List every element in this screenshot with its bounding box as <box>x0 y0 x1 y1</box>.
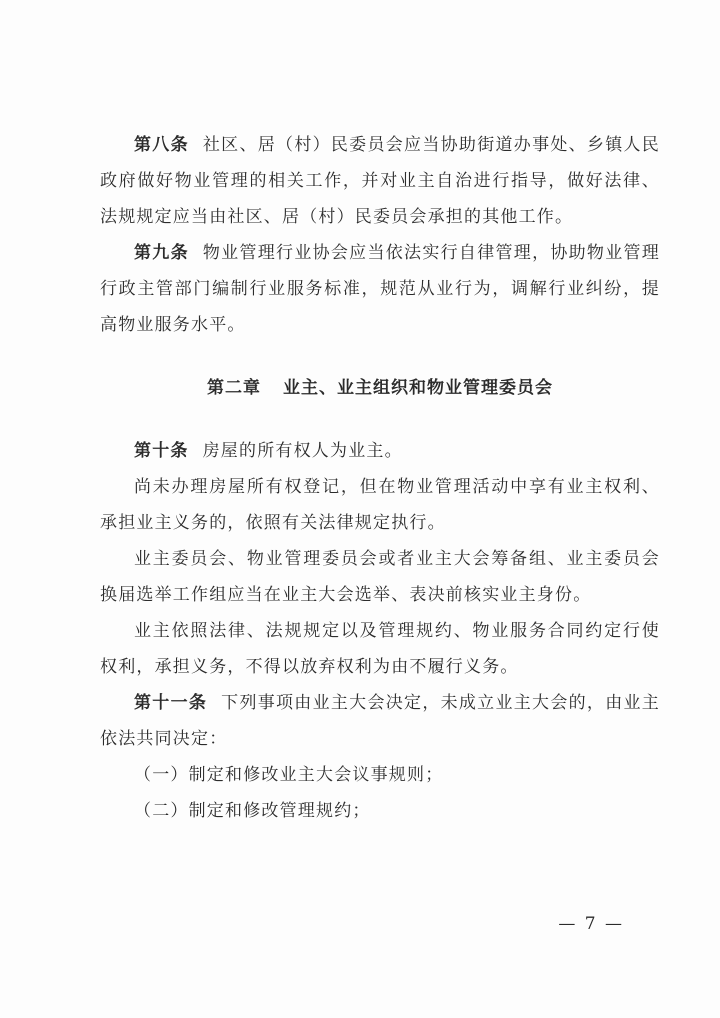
article-10-paragraph: 业主依照法律、法规规定以及管理规约、物业服务合同约定行使权利，承担义务，不得以放弃权利为由不履行义务。 <box>100 621 660 677</box>
article-number: 第十条 <box>134 441 189 461</box>
document-body <box>100 127 660 829</box>
article-text: 物业管理行业协会应当依法实行自律管理，协助物业管理行政主管部门编制行业服务标准，规范从业行为，调解行业纠纷，提高物业服务水平。 <box>100 243 660 335</box>
article-11-item: （一）制定和修改业主大会议事规则； <box>134 765 444 785</box>
page-number: — 7 — <box>558 914 624 934</box>
chapter-heading <box>100 370 660 406</box>
article-10-paragraph: 业主委员会、物业管理委员会或者业主大会筹备组、业主委员会换届选举工作组应当在业主大会选举、表决前核实业主身份。 <box>100 549 660 605</box>
chapter-title: 业主、业主组织和物业管理委员会 <box>283 378 553 398</box>
article-11-item: （二）制定和修改管理规约； <box>134 801 371 821</box>
article-text: 下列事项由业主大会决定，未成立业主大会的，由业主依法共同决定： <box>100 693 660 749</box>
article-number: 第九条 <box>134 243 189 263</box>
article-11 <box>100 685 660 757</box>
article-number: 第八条 <box>134 135 189 155</box>
article-text: 社区、居（村）民委员会应当协助街道办事处、乡镇人民政府做好物业管理的相关工作，并对业主自治进行指导，做好法律、法规规定应当由社区、居（村）民委员会承担的其他工作。 <box>100 135 660 227</box>
article-9 <box>100 235 660 343</box>
article-8 <box>100 127 660 235</box>
article-10-paragraph: 尚未办理房屋所有权登记，但在物业管理活动中享有业主权利、承担业主义务的，依照有关法律规定执行。 <box>100 477 660 533</box>
article-10 <box>100 433 660 469</box>
article-text: 房屋的所有权人为业主。 <box>202 441 403 461</box>
article-number: 第十一条 <box>134 693 208 713</box>
chapter-number: 第二章 <box>207 378 261 398</box>
